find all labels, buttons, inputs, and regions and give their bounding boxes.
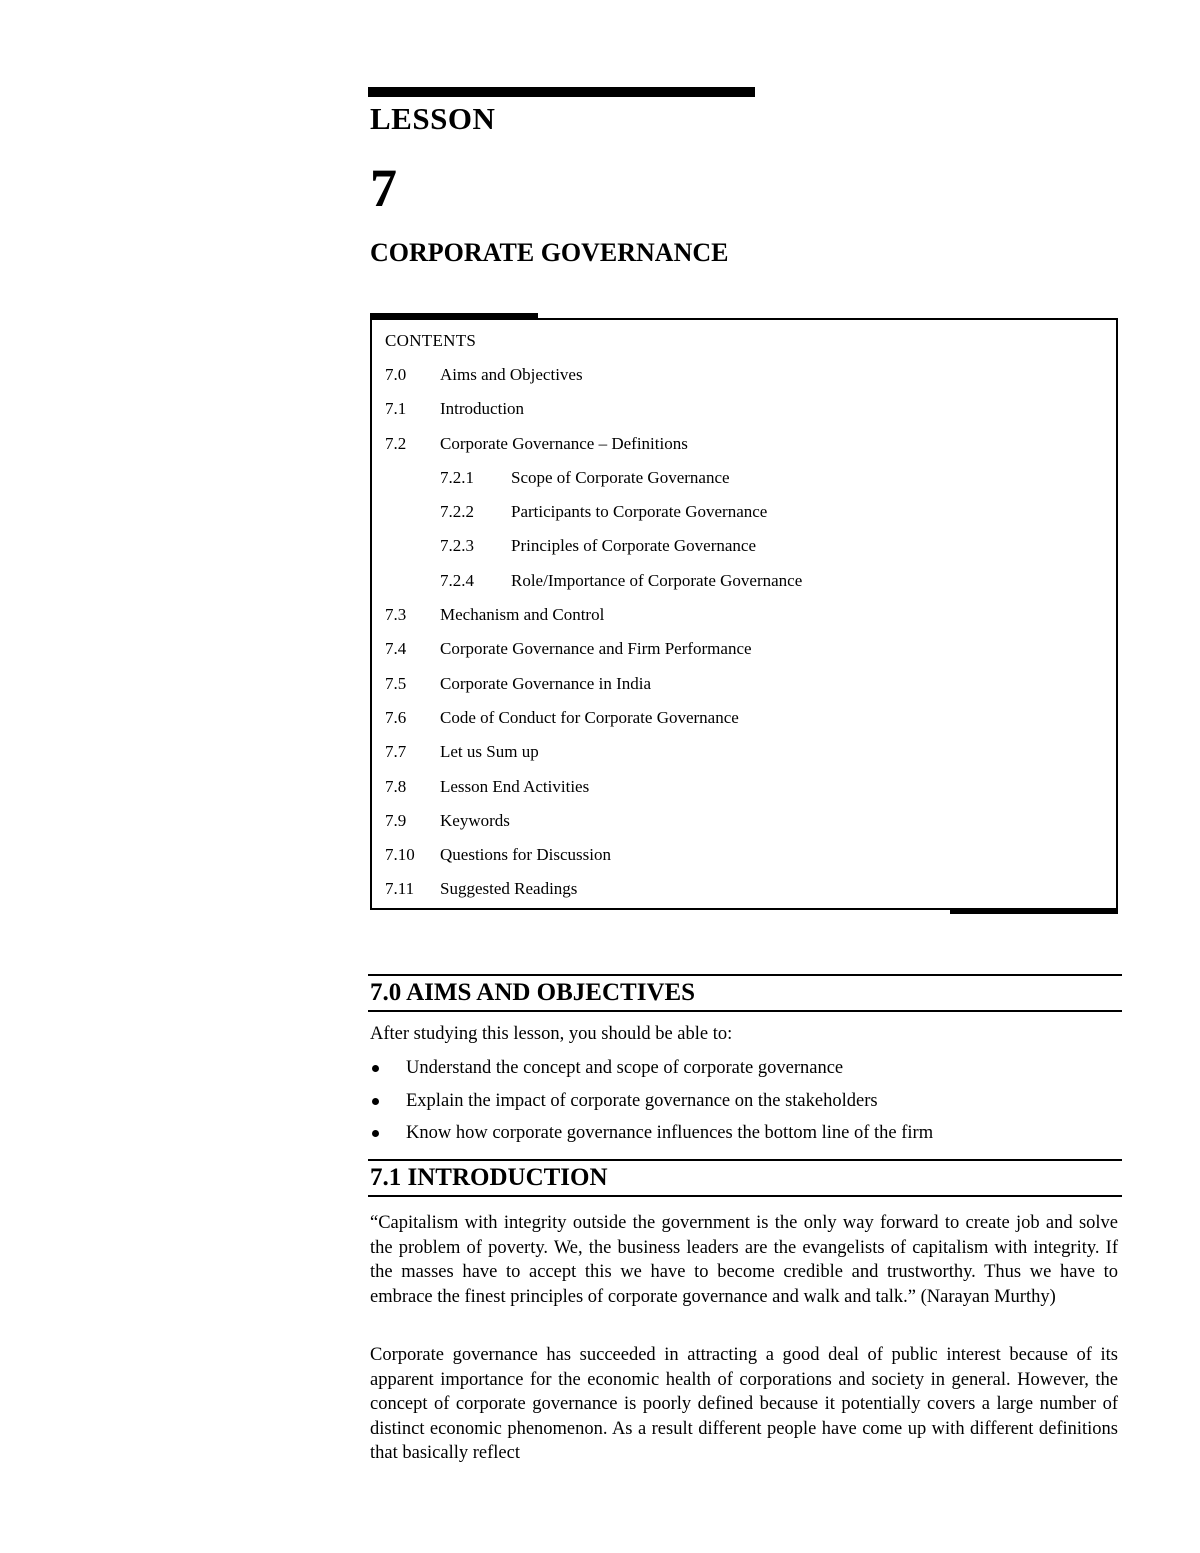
introduction-quote-paragraph: “Capitalism with integrity outside the government is the only way forward to create job and solve the problem of poverty. We, the business leaders are the evangelists of capitalism with integrity. If the masses have to accept this we have to become credible and trustworthy. Thus we have to embrace the finest principles of corporate governance and walk and talk.” (Narayan Murthy) <box>370 1213 1118 1307</box>
contents-item-label: Participants to Corporate Governance <box>511 502 768 522</box>
contents-item-number: 7.4 <box>385 639 407 659</box>
contents-item-label: Corporate Governance in India <box>440 673 651 693</box>
section-heading-introduction-text: 7.1 INTRODUCTION <box>370 1164 608 1191</box>
contents-item-label: Questions for Discussion <box>440 845 611 865</box>
contents-item-label: Code of Conduct for Corporate Governance <box>440 707 739 727</box>
contents-item <box>385 804 1105 838</box>
contents-item <box>385 872 1105 906</box>
contents-list <box>385 358 1105 907</box>
section-heading-introduction <box>368 1159 1122 1197</box>
contents-item <box>385 427 1105 461</box>
contents-item-label: Mechanism and Control <box>440 605 605 625</box>
lesson-title: CORPORATE GOVERNANCE <box>370 238 729 267</box>
contents-item <box>385 838 1105 872</box>
contents-item <box>385 632 1105 666</box>
contents-item-label: Introduction <box>440 399 525 419</box>
contents-item-number: 7.10 <box>385 845 415 865</box>
contents-item-label: Corporate Governance and Firm Performance <box>440 639 752 659</box>
contents-item-number: 7.11 <box>385 879 415 899</box>
contents-item-number: 7.9 <box>385 810 407 830</box>
contents-item <box>385 461 1105 495</box>
contents-item <box>385 392 1105 426</box>
aims-bullet-text: Explain the impact of corporate governance on the stakeholders <box>406 1090 878 1111</box>
bullet-dot-icon <box>372 1130 379 1137</box>
contents-item-number: 7.7 <box>385 742 407 762</box>
section-heading-aims-text: 7.0 AIMS AND OBJECTIVES <box>370 979 696 1006</box>
aims-bullet-list <box>370 1052 933 1150</box>
aims-bullet-item <box>370 1117 933 1150</box>
contents-item <box>385 358 1105 392</box>
aims-bullet-text: Know how corporate governance influences the bottom line of the firm <box>406 1123 934 1143</box>
contents-item-label: Lesson End Activities <box>440 776 590 796</box>
lesson-number: 7 <box>370 158 397 218</box>
contents-item-number: 7.2 <box>385 433 407 453</box>
contents-item-label: Keywords <box>440 810 510 830</box>
introduction-paragraph: Corporate governance has succeeded in attracting a good deal of public interest because of its apparent importance for the economic health of corporations and society in general. However, the concept of corporate governance is poorly defined because it potentially covers a large number of distinct economic phenomenon. As a result different people have come up with different definitions that basically reflect <box>370 1345 1118 1463</box>
aims-bullet-item <box>370 1085 933 1118</box>
contents-item <box>385 770 1105 804</box>
contents-item-label: Role/Importance of Corporate Governance <box>511 570 803 590</box>
contents-item-number: 7.2.3 <box>440 536 474 556</box>
lesson-label: LESSON <box>370 101 496 136</box>
contents-item-label: Scope of Corporate Governance <box>511 467 730 487</box>
contents-item-number: 7.6 <box>385 707 407 727</box>
aims-intro: After studying this lesson, you should be able to: <box>370 1024 733 1044</box>
contents-item <box>385 529 1105 563</box>
aims-bullet-item <box>370 1052 933 1085</box>
contents-item-number: 7.5 <box>385 673 407 693</box>
contents-box-foot <box>950 908 1118 914</box>
contents-item-number: 7.0 <box>385 365 407 384</box>
contents-item-number: 7.2.1 <box>440 467 474 487</box>
bullet-dot-icon <box>372 1065 379 1072</box>
contents-item-label: Let us Sum up <box>440 742 539 762</box>
contents-item <box>385 495 1105 529</box>
contents-heading: CONTENTS <box>385 331 477 350</box>
contents-item <box>385 701 1105 735</box>
contents-item-label: Corporate Governance – Definitions <box>440 433 688 453</box>
bullet-dot-icon <box>372 1098 379 1105</box>
contents-item <box>385 598 1105 632</box>
contents-item-number: 7.2.4 <box>440 570 474 590</box>
contents-item-label: Principles of Corporate Governance <box>511 536 756 556</box>
header-rule <box>368 87 755 97</box>
section-heading-aims <box>368 974 1122 1012</box>
aims-bullet-text: Understand the concept and scope of corporate governance <box>406 1058 844 1078</box>
contents-item <box>385 735 1105 769</box>
contents-item-number: 7.3 <box>385 605 407 625</box>
contents-item-number: 7.1 <box>385 399 407 419</box>
contents-item <box>385 564 1105 598</box>
contents-item-label: Suggested Readings <box>440 879 578 899</box>
contents-item-label: Aims and Objectives <box>440 365 583 384</box>
contents-item-number: 7.8 <box>385 776 407 796</box>
contents-item <box>385 667 1105 701</box>
contents-item-number: 7.2.2 <box>440 502 474 522</box>
